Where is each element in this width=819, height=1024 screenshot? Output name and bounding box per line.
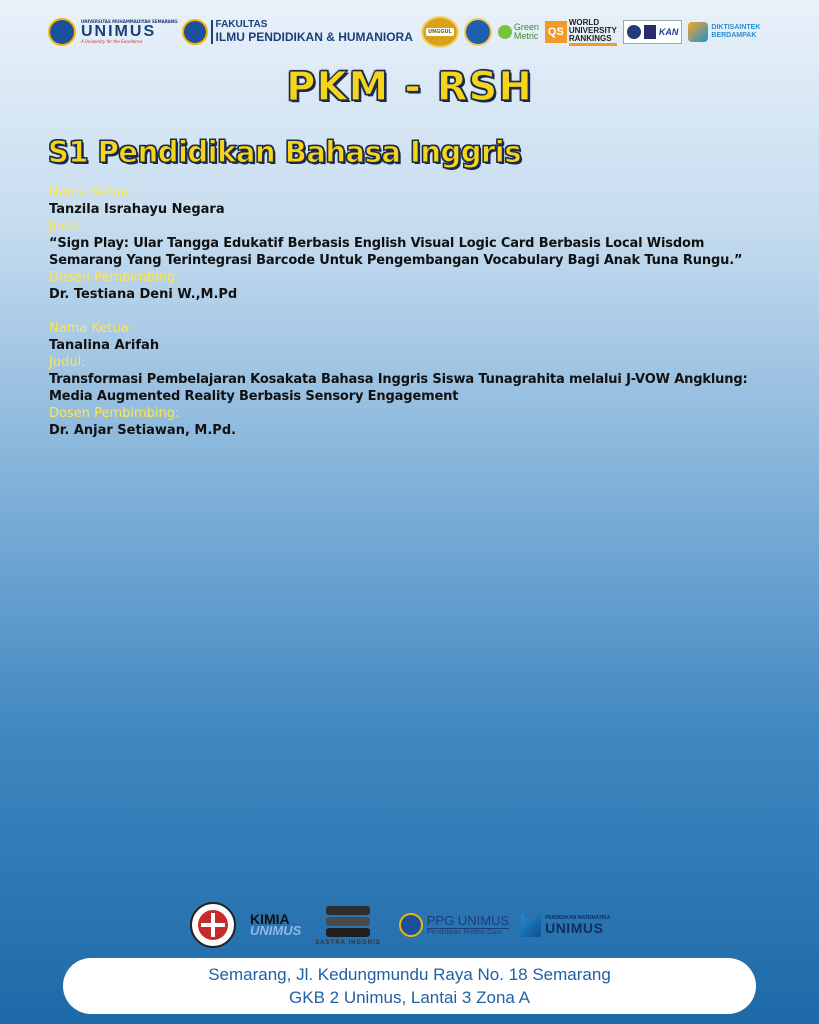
pendidikan-bahasa-inggris-icon xyxy=(190,902,236,948)
book-icon xyxy=(326,917,370,926)
unimus-logo xyxy=(81,20,178,44)
dikti-line2: BERDAMPAK xyxy=(711,32,757,39)
unimus-seal-icon xyxy=(48,18,76,46)
diktisaintek-icon xyxy=(688,22,708,42)
ketua-label: Nama Ketua: xyxy=(49,321,134,336)
mtk-line1: PENDIDIKAN MATEMATIKA xyxy=(545,914,611,921)
union-flag-icon xyxy=(198,910,228,940)
address-line1: Semarang, Jl. Kedungmundu Raya No. 18 Semarang xyxy=(208,965,611,984)
ketua-name: Tanzila Israhayu Negara xyxy=(49,202,225,217)
page-title: PKM - RSH xyxy=(286,64,533,110)
qs-line3: RANKINGS xyxy=(568,33,612,43)
faculty-line2: ILMU PENDIDIKAN & HUMANIORA xyxy=(215,29,413,44)
dosen-label: Dosen Pembimbing: xyxy=(49,270,180,285)
diktisaintek-logo xyxy=(688,22,760,42)
dosen-name: Dr. Testiana Deni W.,M.Pd xyxy=(49,287,238,302)
faculty-seal-icon xyxy=(182,19,208,45)
ketua-name: Tanalina Arifah xyxy=(49,338,160,353)
ppg-unimus-logo xyxy=(399,913,509,937)
greenmetric-line1: Green xyxy=(513,22,539,32)
ppg-line1: PPG UNIMUS xyxy=(426,912,510,928)
judul-text: “Sign Play: Ular Tangga Edukatif Berbasis English Visual Logic Card Berbasis Local Wisdom Semarang Yang Terintegrasi Barcode Untuk Pengembangan Vocabulary Bagi Anak Tuna Rungu.” xyxy=(49,236,743,268)
program-title: S1 Pendidikan Bahasa Inggris xyxy=(48,135,521,169)
pendidikan-matematika-logo xyxy=(521,913,610,937)
entry-2 xyxy=(49,320,749,439)
footer-logo-bar xyxy=(190,894,640,956)
unimus-wordmark: UNIMUS xyxy=(81,23,157,40)
mtk-line2: UNIMUS xyxy=(545,919,604,936)
accreditation-seal-icon xyxy=(627,25,641,39)
header-logo-bar xyxy=(48,14,771,50)
judul-text: Transformasi Pembelajaran Kosakata Bahasa Inggris Siswa Tunagrahita melalui J-VOW Angklung: Media Augmented Reality Berbasis Sensory Engagement xyxy=(49,372,748,404)
judul-label: Judul: xyxy=(49,219,86,234)
unimus-small-text: UNIVERSITAS MUHAMMADIYAH SEMARANG xyxy=(81,19,178,24)
greenmetric-logo xyxy=(498,23,539,41)
kimia-line1: KIMIA xyxy=(250,910,290,927)
qs-line2: UNIVERSITY xyxy=(568,25,617,35)
ketua-label: Nama Ketua: xyxy=(49,185,134,200)
greenmetric-line2: Metric xyxy=(513,31,539,41)
unggul-badge-text: UNGGUL xyxy=(428,29,452,35)
ppg-line2: Pendidikan Profesi Guru xyxy=(426,928,503,936)
kimia-logo xyxy=(250,910,302,939)
faculty-line1: FAKULTAS xyxy=(215,19,268,31)
dosen-label: Dosen Pembimbing: xyxy=(49,406,180,421)
kimia-line2: UNIMUS xyxy=(250,923,302,939)
unimus-tagline: A University for the Excellence xyxy=(81,39,143,44)
kan-label: KAN xyxy=(658,27,679,37)
sastra-inggris-logo xyxy=(315,904,380,946)
qs-icon: QS xyxy=(545,21,567,43)
dosen-name: Dr. Anjar Setiawan, M.Pd. xyxy=(49,423,237,438)
unggul-accreditation-icon xyxy=(421,16,459,48)
address-line2: GKB 2 Unimus, Lantai 3 Zona A xyxy=(289,988,530,1007)
kemendikbud-icon xyxy=(464,18,492,46)
entry-1 xyxy=(49,184,749,303)
book-icon xyxy=(326,928,370,937)
greenmetric-icon xyxy=(498,25,512,39)
judul-label: Judul: xyxy=(49,355,86,370)
entries-list xyxy=(49,184,749,456)
qs-line1: WORLD xyxy=(568,17,600,27)
qs-rankings-logo xyxy=(545,19,617,46)
address-box xyxy=(63,958,756,1014)
ppg-seal-icon xyxy=(399,913,423,937)
sastra-text: SASTRA INGGRIS xyxy=(315,940,381,946)
faculty-logo xyxy=(211,20,413,43)
accreditation-mark-icon xyxy=(644,25,656,39)
book-icon xyxy=(326,906,370,915)
accreditation-box xyxy=(623,20,683,44)
matematika-icon xyxy=(521,913,541,937)
dikti-line1: DIKTISAINTEK xyxy=(711,23,761,31)
